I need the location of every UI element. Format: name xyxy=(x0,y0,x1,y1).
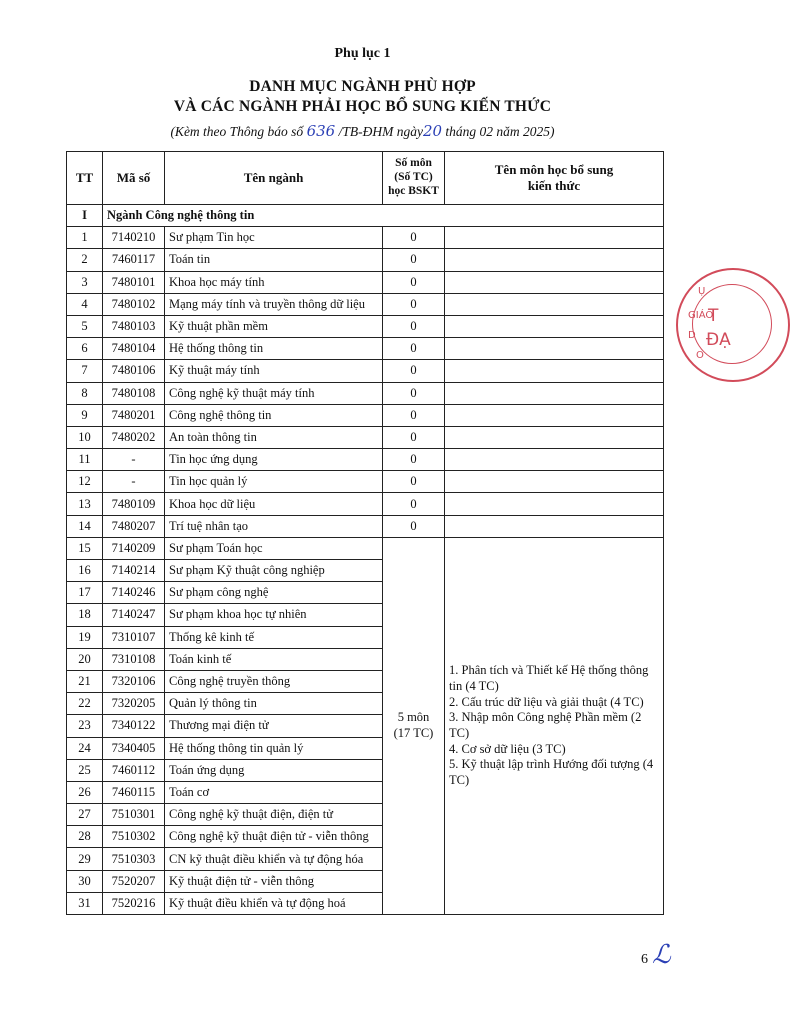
row-name: Hệ thống thông tin quản lý xyxy=(165,737,383,759)
row-name: Trí tuệ nhân tạo xyxy=(165,515,383,537)
row-code: 7340405 xyxy=(103,737,165,759)
row-name: Khoa học dữ liệu xyxy=(165,493,383,515)
row-code: 7310107 xyxy=(103,626,165,648)
row-count: 0 xyxy=(383,449,445,471)
row-name: Hệ thống thông tin xyxy=(165,338,383,360)
row-name: An toàn thông tin xyxy=(165,426,383,448)
row-name: Sư phạm Toán học xyxy=(165,537,383,559)
row-tt: 14 xyxy=(67,515,103,537)
row-tt: 2 xyxy=(67,249,103,271)
row-name: Thương mại điện tử xyxy=(165,715,383,737)
row-tt: 22 xyxy=(67,693,103,715)
row-name: Công nghệ kỹ thuật điện tử - viễn thông xyxy=(165,826,383,848)
row-tt: 19 xyxy=(67,626,103,648)
row-tt: 7 xyxy=(67,360,103,382)
row-tt: 6 xyxy=(67,338,103,360)
group-count-line2: (17 TC) xyxy=(393,725,434,740)
majors-table xyxy=(66,151,664,915)
seal-text-large: T xyxy=(708,306,719,326)
seal-text: Ụ xyxy=(698,286,706,297)
row-count: 0 xyxy=(383,293,445,315)
row-code: - xyxy=(103,471,165,493)
row-count: 0 xyxy=(383,271,445,293)
row-name: Thống kê kinh tế xyxy=(165,626,383,648)
table-row xyxy=(67,493,664,515)
row-name: Công nghệ kỹ thuật điện, điện tử xyxy=(165,804,383,826)
row-subjects xyxy=(445,404,664,426)
row-tt: 21 xyxy=(67,670,103,692)
row-code: 7460117 xyxy=(103,249,165,271)
table-row xyxy=(67,227,664,249)
table-row xyxy=(67,293,664,315)
row-name: Kỹ thuật phần mềm xyxy=(165,315,383,337)
row-code: 7510301 xyxy=(103,804,165,826)
reference-prefix: (Kèm theo Thông báo số xyxy=(170,124,307,139)
row-tt: 15 xyxy=(67,537,103,559)
table-row xyxy=(67,426,664,448)
table-row xyxy=(67,515,664,537)
seal-text: O xyxy=(696,350,704,361)
row-code: 7140214 xyxy=(103,560,165,582)
row-name: Kỹ thuật máy tính xyxy=(165,360,383,382)
header-count xyxy=(383,152,445,205)
row-code: 7320205 xyxy=(103,693,165,715)
row-name: Toán cơ xyxy=(165,781,383,803)
row-subjects xyxy=(445,382,664,404)
row-tt: 10 xyxy=(67,426,103,448)
row-name: Kỹ thuật điều khiển và tự động hoá xyxy=(165,892,383,914)
table-row xyxy=(67,249,664,271)
row-name: CN kỹ thuật điều khiển và tự động hóa xyxy=(165,848,383,870)
row-tt: 17 xyxy=(67,582,103,604)
table-header-row xyxy=(67,152,664,205)
seal-text: D xyxy=(688,330,696,341)
row-tt: 11 xyxy=(67,449,103,471)
row-code: - xyxy=(103,449,165,471)
row-code: 7510302 xyxy=(103,826,165,848)
row-subjects xyxy=(445,449,664,471)
row-tt: 23 xyxy=(67,715,103,737)
row-tt: 27 xyxy=(67,804,103,826)
row-code: 7480108 xyxy=(103,382,165,404)
row-name: Công nghệ truyền thông xyxy=(165,670,383,692)
group-subjects-cell xyxy=(445,537,664,914)
row-tt: 24 xyxy=(67,737,103,759)
row-tt: 20 xyxy=(67,648,103,670)
reference-middle: /TB-ĐHM ngày xyxy=(335,124,423,139)
row-tt: 28 xyxy=(67,826,103,848)
row-count: 0 xyxy=(383,426,445,448)
row-code: 7510303 xyxy=(103,848,165,870)
row-count: 0 xyxy=(383,315,445,337)
header-count-line1: Số môn xyxy=(395,157,432,170)
row-tt: 4 xyxy=(67,293,103,315)
section-index: I xyxy=(67,205,103,227)
row-name: Mạng máy tính và truyền thông dữ liệu xyxy=(165,293,383,315)
row-tt: 5 xyxy=(67,315,103,337)
row-tt: 12 xyxy=(67,471,103,493)
group-count-cell xyxy=(383,537,445,914)
row-subjects xyxy=(445,249,664,271)
row-tt: 16 xyxy=(67,560,103,582)
table-row xyxy=(67,338,664,360)
row-name: Kỹ thuật điện tử - viễn thông xyxy=(165,870,383,892)
row-count: 0 xyxy=(383,515,445,537)
row-count: 0 xyxy=(383,227,445,249)
row-code: 7340122 xyxy=(103,715,165,737)
header-code: Mã số xyxy=(103,152,165,205)
row-subjects xyxy=(445,271,664,293)
row-code: 7480109 xyxy=(103,493,165,515)
header-subjects-line1: Tên môn học bổ sung xyxy=(494,162,614,178)
table-row xyxy=(67,449,664,471)
row-code: 7140246 xyxy=(103,582,165,604)
row-code: 7480104 xyxy=(103,338,165,360)
row-subjects xyxy=(445,515,664,537)
row-name: Toán tin xyxy=(165,249,383,271)
row-code: 7520216 xyxy=(103,892,165,914)
row-name: Sư phạm Kỹ thuật công nghiệp xyxy=(165,560,383,582)
header-subjects xyxy=(445,152,664,205)
row-tt: 25 xyxy=(67,759,103,781)
row-code: 7480106 xyxy=(103,360,165,382)
handwritten-initial: ℒ xyxy=(652,940,671,970)
row-count: 0 xyxy=(383,404,445,426)
table-row xyxy=(67,404,664,426)
row-code: 7480207 xyxy=(103,515,165,537)
row-subjects xyxy=(445,471,664,493)
row-tt: 9 xyxy=(67,404,103,426)
row-name: Sư phạm công nghệ xyxy=(165,582,383,604)
table-row xyxy=(67,471,664,493)
row-code: 7480103 xyxy=(103,315,165,337)
reference-line xyxy=(0,122,725,140)
row-name: Công nghệ kỹ thuật máy tính xyxy=(165,382,383,404)
row-code: 7140210 xyxy=(103,227,165,249)
row-subjects xyxy=(445,426,664,448)
row-tt: 3 xyxy=(67,271,103,293)
row-name: Sư phạm khoa học tự nhiên xyxy=(165,604,383,626)
row-name: Tin học ứng dụng xyxy=(165,449,383,471)
table-row xyxy=(67,537,664,559)
row-code: 7480202 xyxy=(103,426,165,448)
row-tt: 13 xyxy=(67,493,103,515)
subject-item: 4. Cơ sở dữ liệu (3 TC) xyxy=(449,741,566,756)
subject-item: 2. Cấu trúc dữ liệu và giải thuật (4 TC) xyxy=(449,694,644,709)
subject-item: 1. Phân tích và Thiết kế Hệ thống thông tin (4 TC) xyxy=(449,663,649,694)
row-count: 0 xyxy=(383,338,445,360)
row-name: Khoa học máy tính xyxy=(165,271,383,293)
row-code: 7140247 xyxy=(103,604,165,626)
row-tt: 30 xyxy=(67,870,103,892)
header-tt: TT xyxy=(67,152,103,205)
header-count-line3: học BSKT xyxy=(388,184,439,197)
row-tt: 31 xyxy=(67,892,103,914)
section-row xyxy=(67,205,664,227)
reference-day-handwritten: 20 xyxy=(422,122,443,140)
row-tt: 1 xyxy=(67,227,103,249)
row-code: 7480102 xyxy=(103,293,165,315)
row-subjects xyxy=(445,493,664,515)
reference-suffix: tháng 02 năm 2025) xyxy=(442,124,555,139)
row-code: 7140209 xyxy=(103,537,165,559)
row-name: Toán kinh tế xyxy=(165,648,383,670)
table-row xyxy=(67,382,664,404)
seal-text: GIÁO xyxy=(688,310,714,321)
row-code: 7320106 xyxy=(103,670,165,692)
section-title: Ngành Công nghệ thông tin xyxy=(103,205,664,227)
row-count: 0 xyxy=(383,493,445,515)
row-name: Toán ứng dụng xyxy=(165,759,383,781)
table-row xyxy=(67,315,664,337)
row-code: 7460115 xyxy=(103,781,165,803)
row-code: 7480201 xyxy=(103,404,165,426)
row-subjects xyxy=(445,227,664,249)
table-row xyxy=(67,271,664,293)
row-name: Công nghệ thông tin xyxy=(165,404,383,426)
document-title-line1: DANH MỤC NGÀNH PHÙ HỢP xyxy=(249,78,476,95)
row-subjects xyxy=(445,338,664,360)
group-count-line1: 5 môn xyxy=(397,710,430,725)
row-code: 7480101 xyxy=(103,271,165,293)
official-seal xyxy=(676,268,790,382)
reference-number-handwritten: 636 xyxy=(306,122,336,140)
page-number: 6 xyxy=(641,952,648,967)
table-row xyxy=(67,360,664,382)
row-code: 7520207 xyxy=(103,870,165,892)
row-count: 0 xyxy=(383,471,445,493)
row-code: 7310108 xyxy=(103,648,165,670)
row-tt: 18 xyxy=(67,604,103,626)
row-count: 0 xyxy=(383,249,445,271)
row-name: Sư phạm Tin học xyxy=(165,227,383,249)
header-subjects-line2: kiến thức xyxy=(527,178,581,193)
row-count: 0 xyxy=(383,382,445,404)
row-tt: 8 xyxy=(67,382,103,404)
appendix-label: Phụ lục 1 xyxy=(334,46,391,61)
subject-item: 3. Nhập môn Công nghệ Phần mềm (2 TC) xyxy=(449,710,642,740)
row-tt: 26 xyxy=(67,781,103,803)
row-subjects xyxy=(445,293,664,315)
row-code: 7460112 xyxy=(103,759,165,781)
row-name: Quản lý thông tin xyxy=(165,693,383,715)
document-title-line2: VÀ CÁC NGÀNH PHẢI HỌC BỔ SUNG KIẾN THỨC xyxy=(173,98,552,115)
row-subjects xyxy=(445,360,664,382)
row-count: 0 xyxy=(383,360,445,382)
row-tt: 29 xyxy=(67,848,103,870)
header-name: Tên ngành xyxy=(165,152,383,205)
row-subjects xyxy=(445,315,664,337)
seal-text-large: ĐẠ xyxy=(706,330,731,350)
row-name: Tin học quản lý xyxy=(165,471,383,493)
subject-item: 5. Kỹ thuật lập trình Hướng đối tượng (4 TC) xyxy=(449,757,654,787)
header-count-line2: (Số TC) xyxy=(394,171,433,184)
